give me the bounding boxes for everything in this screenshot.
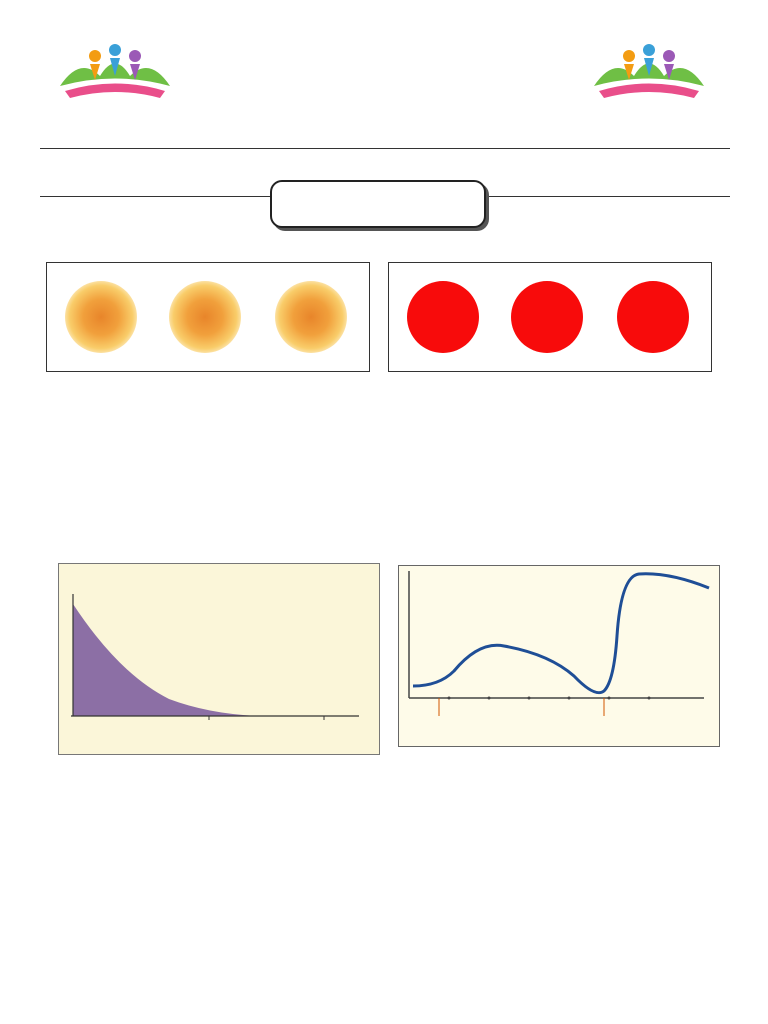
document-a-caption-text <box>400 750 664 786</box>
antibody-label-A <box>273 347 353 361</box>
subject-label <box>528 152 728 170</box>
x-tick-label <box>316 720 334 732</box>
duration-label <box>56 172 236 190</box>
document-b-y-axis-label <box>63 566 173 594</box>
agglutinated-cell-B <box>169 281 241 353</box>
question-number <box>708 490 726 510</box>
red-blood-cell-D <box>407 281 479 353</box>
question-1c <box>284 909 704 929</box>
question-number <box>708 400 726 420</box>
document-a-caption-title <box>668 750 726 766</box>
x-tick-label <box>204 720 216 732</box>
blood-group-2-panel <box>46 262 370 372</box>
second-contact-label <box>574 716 634 740</box>
date-label <box>56 152 236 170</box>
header-line <box>230 38 538 62</box>
document-b-caption <box>200 760 280 776</box>
exercise2-intro <box>40 798 728 838</box>
document-b-chart <box>58 563 380 755</box>
question-1c <box>84 456 704 476</box>
header-line <box>230 62 538 86</box>
first-contact-label <box>407 716 467 740</box>
document-a-chart <box>398 565 720 747</box>
exam-title <box>272 182 484 226</box>
question-2 <box>54 490 704 510</box>
institution-header <box>230 38 538 138</box>
header-line <box>230 110 538 134</box>
question-1a <box>64 853 704 873</box>
exam-title-box <box>270 180 486 228</box>
level-label <box>528 172 728 190</box>
agglutinated-cell-A <box>275 281 347 353</box>
antibody-label-A <box>615 347 695 361</box>
school-logo-right <box>574 36 724 136</box>
source-url[interactable] <box>300 1002 470 1020</box>
question-number <box>708 940 726 960</box>
x-tick-label <box>565 700 577 710</box>
document-b-x-axis-label <box>329 734 373 748</box>
document-a-x-axis-label <box>657 706 713 726</box>
divider <box>40 148 730 149</box>
page-number <box>320 985 448 1001</box>
school-logo-left <box>40 36 190 136</box>
antibody-label-B <box>509 347 589 361</box>
x-tick-label <box>485 700 497 710</box>
exercise2-title <box>508 537 728 557</box>
question-number <box>708 853 726 873</box>
question-2 <box>94 940 704 960</box>
document-a-y-axis-label <box>413 572 503 596</box>
x-tick-label <box>445 700 457 710</box>
exercise1-title <box>508 236 728 256</box>
x-tick-label <box>605 700 617 710</box>
x-tick-label <box>525 700 537 710</box>
part1-title <box>508 207 728 227</box>
blood-group-1-caption <box>482 374 622 390</box>
red-blood-cell-A <box>617 281 689 353</box>
blood-group-2-caption <box>150 374 290 390</box>
antibody-label-D <box>403 347 483 361</box>
question-1b <box>394 428 704 448</box>
primary-response-label <box>479 634 549 646</box>
header-line <box>230 86 538 110</box>
question-1a <box>374 400 704 420</box>
antibody-label-B <box>167 347 247 361</box>
x-tick-label <box>645 700 657 710</box>
question-1b <box>264 881 704 901</box>
antibody-label-D <box>61 347 141 361</box>
secondary-response-label <box>634 596 704 608</box>
red-blood-cell-B <box>511 281 583 353</box>
blood-group-1-panel <box>388 262 712 372</box>
agglutinated-cell-D <box>65 281 137 353</box>
